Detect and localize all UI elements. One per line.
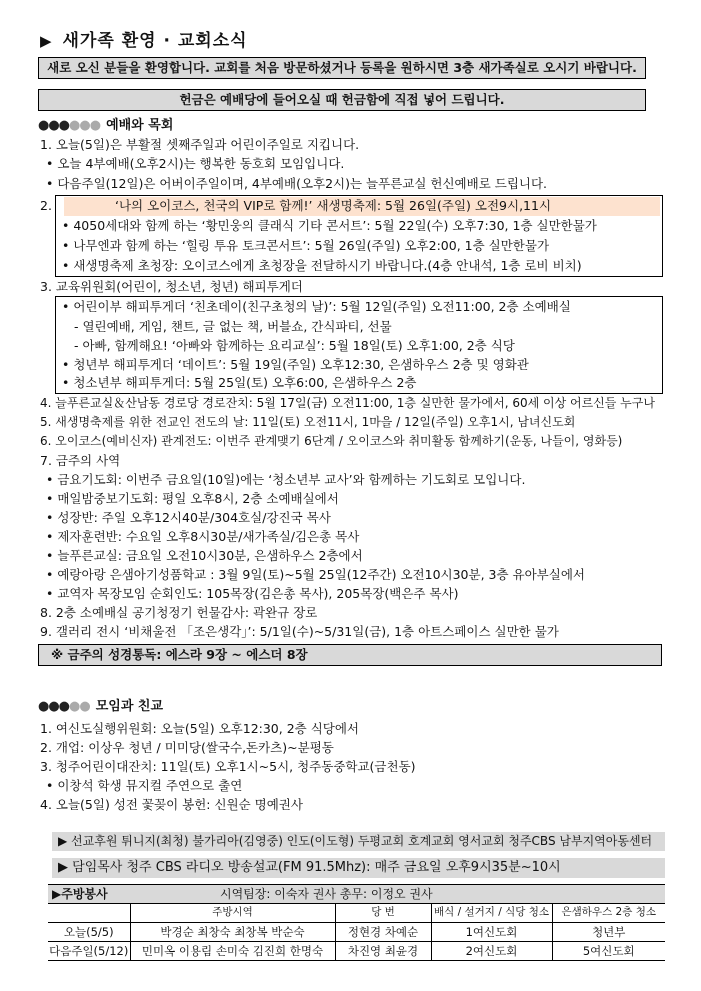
radio-sermon-bar: ▶ 담임목사 청주 CBS 라디오 방송설교(FM 91.5Mhz): 매주 금요일 오후9시35분~10시 [52,858,665,878]
worship-item-7: 7. 금주의 사역 [40,453,121,468]
table-cell: 청년부 [552,923,665,942]
table-row [48,923,665,942]
worship-item-4: 4. 늘푸른교실＆산남동 경로당 경로잔치: 5월 17일(금) 오전11:00, 1층 실만한 물가에서, 60세 이상 어르신들 누구나 [40,396,655,410]
worship-item-5: 5. 새생명축제를 위한 전교인 전도의 날: 11일(토) 오전11시, 1마을 / 12일(주일) 오후1시, 남녀신도회 [40,415,576,429]
worship-item-9: 9. 갤러리 전시 ‘비채울전 「조은생각」’: 5/1일(수)~5/31일(금), 1층 아트스페이스 실만한 물가 [40,624,559,639]
table-header-row [48,904,665,923]
fellowship-item-4: 4. 오늘(5일) 성전 꽃꽂이 봉헌: 신원순 명예권사 [40,797,303,812]
table-cell: 1여신도회 [431,923,552,942]
bible-reading-banner: ※ 금주의 성경통독: 에스라 9장 ~ 에스더 8장 [38,644,662,666]
worship-item-3d: • 청년부 해피투게더 ‘데이트’: 5월 19일(주일) 오후12:30, 은샘하우스 2층 및 영화관 [62,357,529,372]
column-header: 배식 / 설거지 / 식당 청소 [431,904,552,923]
worship-item-3e: • 청소년부 해피투게더: 5월 25일(토) 오후6:00, 은샘하우스 2층 [62,375,417,390]
table-cell: 차진영 최윤경 [335,942,431,961]
triangle-icon: ▶ [40,32,53,50]
worship-item-7g: • 교역자 목장모임 순회인도: 105목장(김은총 목사), 205목장(백은주 목사) [46,586,459,601]
dots-icon: ●●●●●● [38,118,101,133]
worship-item-7e: • 늘푸른교실: 금요일 오전10시30분, 은샘하우스 2층에서 [46,548,363,563]
kitchen-service-table [48,903,665,961]
worship-item-2-number: 2. [40,198,52,213]
worship-item-8: 8. 2층 소예배실 공기청정기 헌물감사: 곽완규 장로 [40,605,318,620]
table-row [48,942,665,961]
section-heading-worship: ●●●●●● 예배와 목회 [38,118,174,133]
worship-item-3: 3. 교육위원회(어린이, 청소년, 청년) 해피투게더 [40,279,303,294]
welcome-banner: 새로 오신 분들을 환영합니다. 교회를 처음 방문하셨거나 등록을 원하시면 3층 새가족실로 오시기 바랍니다. [38,57,646,79]
page-title: ▶ 새가족 환영 · 교회소식 [40,31,248,51]
column-header: 주방시역 [130,904,335,923]
section-heading-fellowship: ●●●●● 모임과 친교 [38,699,164,714]
column-header [48,904,130,923]
worship-item-2c: • 새생명축제 초청장: 오이코스에게 초청장을 전달하시기 바랍니다.(4층 안내석, 1층 로비 비치) [62,258,582,273]
table-cell: 민미옥 이용림 손미숙 김진희 한명숙 [130,942,335,961]
column-header: 당 번 [335,904,431,923]
table-cell: 5여신도회 [552,942,665,961]
column-header: 은샘하우스 2층 청소 [552,904,665,923]
worship-item-3b: - 열린예배, 게임, 챈트, 글 없는 책, 버블쇼, 간식파티, 선물 [74,319,392,334]
kitchen-label: ▶주방봉사 [52,887,108,901]
offering-banner: 헌금은 예배당에 들어오실 때 헌금함에 직접 넣어 드립니다. [38,89,646,111]
mission-support-bar: ▶ 선교후원 튀니지(최청) 불가리아(김영중) 인도(이도형) 두평교회 호계교회 영서교회 청주CBS 남부지역아동센터 [52,832,665,851]
table-cell: 정현경 차예순 [335,923,431,942]
worship-item-7a: • 금요기도회: 이번주 금요일(10일)에는 ‘청소년부 교사’와 함께하는 기도회로 모입니다. [46,472,526,487]
worship-item-7c: • 성장반: 주일 오후12시40분/304호실/강진국 목사 [46,510,331,525]
kitchen-service-header [48,884,665,903]
worship-item-1a: • 오늘 4부예배(오후2시)는 행복한 동호회 모임입니다. [46,156,345,171]
worship-item-7b: • 매일밤중보기도회: 평일 오후8시, 2층 소예배실에서 [46,491,339,506]
table-cell: 오늘(5/5) [48,923,130,942]
worship-item-1b: • 다음주일(12일)은 어버이주일이며, 4부예배(오후2시)는 늘푸른교실 헌신예배로 드립니다. [46,176,548,191]
fellowship-item-3: 3. 청주어린이대잔치: 11일(토) 오후1시~5시, 청주동중학교(금천동) [40,759,416,774]
worship-item-1: 1. 오늘(5일)은 부활절 셋째주일과 어린이주일로 지킵니다. [40,137,360,152]
fellowship-item-3a: • 이창석 학생 뮤지컬 주연으로 출연 [46,778,243,793]
worship-item-3a: • 어린이부 해피투게더 ‘친초데이(친구초청의 날)’: 5월 12일(주일) 오전11:00, 2층 소예배실 [62,299,571,314]
table-cell: 박경순 최창숙 최창복 박순숙 [130,923,335,942]
worship-item-2a: • 4050세대와 함께 하는 ‘황민웅의 클래식 기타 콘서트’: 5월 22일(수) 오후7:30, 1층 실만한물가 [62,218,597,233]
kitchen-leaders: 시역팀장: 이숙자 권사 총무: 이정오 권사 [220,887,433,901]
worship-item-7d: • 제자훈련반: 수요일 오후8시30분/새가족실/김은총 목사 [46,529,360,544]
worship-item-6: 6. 오이코스(예비신자) 관계전도: 이번주 관계맺기 6단계 / 오이코스와 취미활동 함께하기(운동, 나들이, 영화등) [40,434,623,448]
worship-item-2: ‘나의 오이코스, 천국의 VIP로 함께!’ 새생명축제: 5월 26일(주일) 오전9시,11시 [115,198,552,213]
fellowship-item-1: 1. 여신도실행위원회: 오늘(5일) 오후12:30, 2층 식당에서 [40,721,360,736]
fellowship-item-2: 2. 개업: 이상우 청년 / 미미당(쌀국수,돈카츠)~분평동 [40,740,334,755]
table-cell: 2여신도회 [431,942,552,961]
table-cell: 다음주일(5/12) [48,942,130,961]
worship-item-3c: - 아빠, 함께해요! ‘아빠와 함께하는 요리교실’: 5월 18일(토) 오후1:00, 2층 식당 [74,338,515,353]
worship-item-2b: • 나무엔과 함께 하는 ‘힐링 투유 토크콘서트’: 5월 26일(주일) 오후2:00, 1층 실만한물가 [62,238,550,253]
worship-item-7f: • 예랑아랑 은샘아기성품학교 : 3월 9일(토)~5월 25일(12주간) 오전10시30분, 3층 유아부실에서 [46,567,585,582]
dots-icon: ●●●●● [38,699,90,714]
